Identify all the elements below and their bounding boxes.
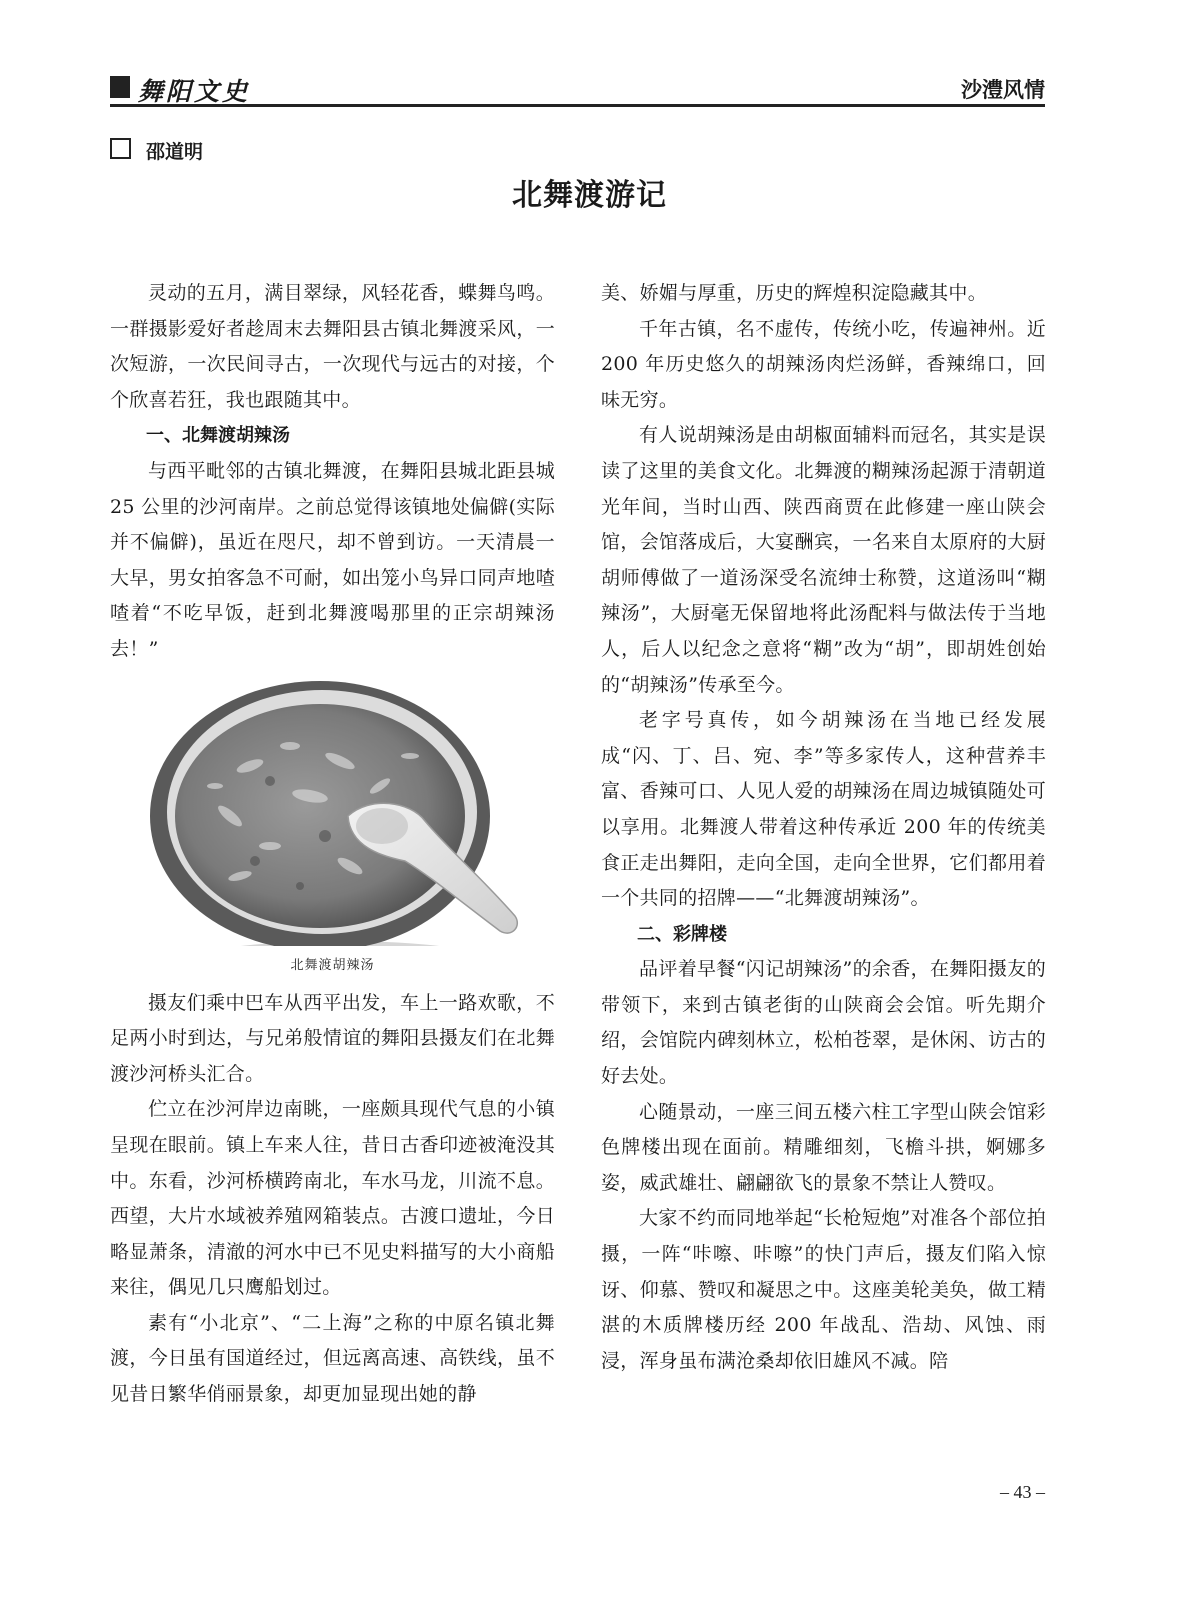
paragraph: 素有“小北京”、“二上海”之称的中原名镇北舞渡，今日虽有国道经过，但远离高速、高铁线，虽不见昔日繁华俏丽景象，却更加显现出她的静 (110, 1311, 555, 1406)
author-name: 邵道明 (146, 141, 204, 163)
section-heading: 二、彩牌楼 (637, 923, 727, 945)
author-box-icon (110, 138, 131, 159)
section-heading: 一、北舞渡胡辣汤 (146, 425, 290, 447)
header-square-mark (110, 76, 130, 98)
paragraph: 品评着早餐“闪记胡辣汤”的余香，在舞阳摄友的带领下，来到古镇老街的山陕商会会馆。听先期介绍，会馆院内碑刻林立，松柏苍翠，是休闲、访古的好去处。 (601, 958, 1046, 1088)
page-header (110, 70, 1045, 107)
paragraph: 老字号真传，如今胡辣汤在当地已经发展成“闪、丁、吕、宛、李”等多家传人，这种营养丰富、香辣可口、人见人爱的胡辣汤在周边城镇随处可以享用。北舞渡人带着这种传承近 200 年的传统美食正走出舞阳，走向全国，走向全世界，它们都用着一个共同的招牌——“北舞渡胡辣汤”。 (601, 709, 1046, 910)
section-title: 沙澧风情 (961, 78, 1045, 102)
paragraph: 与西平毗邻的古镇北舞渡，在舞阳县城北距县城 25 公里的沙河南岸。之前总觉得该镇地处偏僻(实际并不偏僻)，虽近在咫尺，却不曾到访。一天清晨一大早，男女拍客急不可耐，如出笼小鸟异口同声地喳喳着“不吃早饭，赶到北舞渡喝那里的正宗胡辣汤去！” (110, 459, 555, 660)
paragraph: 有人说胡辣汤是由胡椒面辅料而冠名，其实是误读了这里的美食文化。北舞渡的糊辣汤起源于清朝道光年间，当时山西、陕西商贾在此修建一座山陕会馆，会馆落成后，大宴酬宾，一名来自太原府的大厨胡师傅做了一道汤深受名流绅士称赞，这道汤叫“糊辣汤”，大厨毫无保留地将此汤配料与做法传于当地人，后人以纪念之意将“糊”改为“胡”，即胡姓创始的“胡辣汤”传承至今。 (601, 424, 1046, 696)
paragraph: 大家不约而同地举起“长枪短炮”对准各个部位拍摄，一阵“咔嚓、咔嚓”的快门声后，摄友们陷入惊讶、仰慕、赞叹和凝思之中。这座美轮美奂，做工精湛的木质牌楼历经 200 年战乱、浩劫、风蚀、雨浸，浑身虽布满沧桑却依旧雄风不减。陪 (601, 1207, 1046, 1372)
figure-caption: 北舞渡胡辣汤 (290, 957, 375, 973)
paragraph: 摄友们乘中巴车从西平出发，车上一路欢歌，不足两小时到达，与兄弟般情谊的舞阳县摄友们在北舞渡沙河桥头汇合。 (110, 991, 555, 1085)
paragraph: 灵动的五月，满目翠绿，风轻花香，蝶舞鸟鸣。一群摄影爱好者趁周末去舞阳县古镇北舞渡采风，一次短游，一次民间寻古，一次现代与远古的对接，个个欣喜若狂，我也跟随其中。 (110, 282, 555, 411)
paragraph: 心随景动，一座三间五楼六柱工字型山陕会馆彩色牌楼出现在面前。精雕细刻，飞檐斗拱，婀娜多姿，威武雄壮、翩翩欲飞的景象不禁让人赞叹。 (601, 1100, 1046, 1194)
magazine-name: 舞阳文史 (138, 77, 251, 106)
paragraph: 千年古镇，名不虚传，传统小吃，传遍神州。近 200 年历史悠久的胡辣汤肉烂汤鲜，香辣绵口，回味无穷。 (601, 317, 1046, 411)
right-column (601, 276, 1046, 1379)
left-column (110, 276, 555, 1413)
article-title: 北舞渡游记 (512, 178, 667, 213)
paragraph: 伫立在沙河岸边南眺，一座颇具现代气息的小镇呈现在眼前。镇上车来人往，昔日古香印迹被淹没其中。东看，沙河桥横跨南北，车水马龙，川流不息。西望，大片水域被养殖网箱装点。古渡口遗址，今日略显萧条，清澈的河水中已不见史料描写的大小商船来往，偶见几只鹰船划过。 (110, 1098, 555, 1299)
figure (110, 676, 555, 986)
page-number: – 43 – (1000, 1482, 1045, 1502)
soup-bowl-photo (120, 676, 540, 946)
paragraph: 美、娇媚与厚重，历史的辉煌积淀隐藏其中。 (601, 282, 988, 304)
